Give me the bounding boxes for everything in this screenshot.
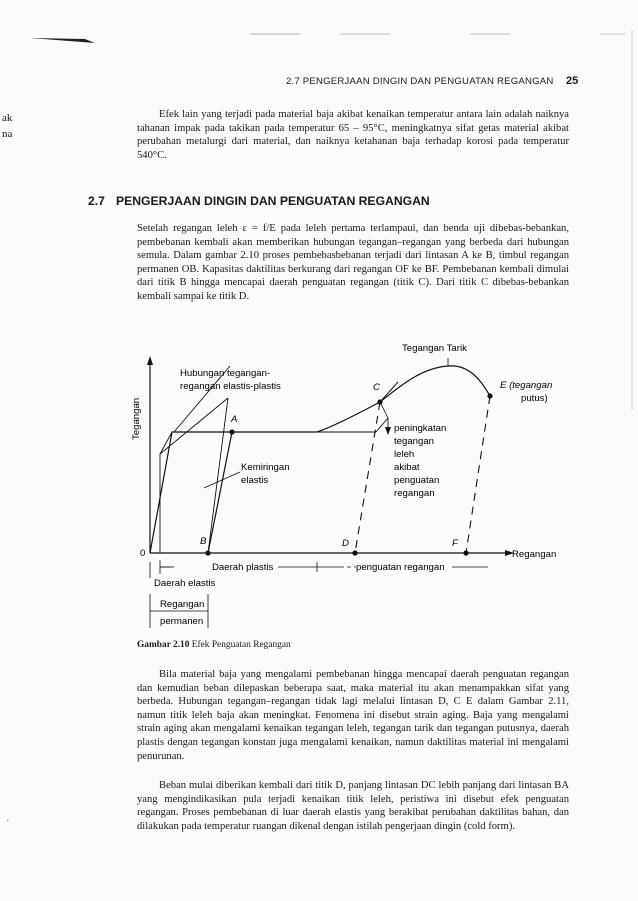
y-axis-label: Tegangan (131, 397, 142, 440)
label-peningkatan: penguatan (394, 475, 440, 486)
stress-strain-curve (150, 432, 317, 553)
label-daerah-plastis: Daerah plastis (212, 562, 274, 573)
label-peningkatan: leleh (394, 449, 415, 460)
arrow-peningkatan (385, 427, 391, 435)
section-number: 2.7 (88, 194, 105, 208)
margin-note: ʿ (6, 818, 10, 830)
point-B-marker (205, 550, 210, 555)
margin-note: na (2, 128, 13, 140)
point-E-marker (487, 393, 492, 398)
figure-caption (137, 640, 291, 650)
point-F-marker (463, 550, 468, 555)
label-point-F: F (452, 538, 458, 549)
running-header: 2.7 PENGERJAAN DINGIN DAN PENGUATAN REGANGAN (286, 76, 554, 87)
label-kemiringan-2: elastis (241, 475, 269, 486)
label-regangan-permanen-1: Regangan (160, 599, 205, 610)
label-point-B: B (200, 536, 207, 547)
label-regangan-permanen-2: permanen (160, 616, 204, 627)
caption-label: Gambar 2.10 (137, 640, 190, 650)
label-point-D: D (342, 538, 349, 549)
label-peningkatan: peningkatan (394, 423, 447, 434)
section-title: PENGERJAAN DINGIN DAN PENGUATAN REGANGAN (116, 194, 430, 208)
label-origin: 0 (140, 548, 146, 559)
x-axis-label: Regangan (512, 549, 557, 560)
label-point-A: A (231, 414, 238, 425)
page-number: 25 (566, 75, 579, 87)
figure-strain-hardening (130, 338, 590, 638)
label-E-2: putus) (521, 393, 548, 404)
unloading-line-AB (208, 432, 232, 553)
y-axis-arrow (147, 356, 153, 365)
point-C-marker (377, 399, 382, 404)
label-hubungan-1: Hubungan tegangan- (180, 368, 271, 379)
label-hubungan-2: regangan elastis-plastis (180, 381, 281, 392)
section-paragraph: Setelah regangan leleh ε = f/E pada leleh pertama terlampaui, dan benda uji dibebas-bebankan, pembebanan kembali akan memberikan hubungan tegangan–regangan yang berbeda dari hubungan semula. Dalam gambar 2.10 proses pembebasbebanan terjadi dari lintasan A ke B, timbul regangan permanen OB. Kapasitas daktilitas berkurang dari regangan OF ke BF. Pembebanan kembali dimulai dari titik B hingga mencapai daerah penguatan regangan (titik C). Dari titik C dibebas-bebankan kembali sampai ke titik D. (137, 223, 569, 302)
label-peningkatan: regangan (394, 488, 435, 499)
curve-tangent (380, 382, 398, 402)
unloading-line-CD (355, 402, 380, 553)
slope-line (208, 398, 228, 553)
label-penguatan-regangan: penguatan regangan (356, 562, 445, 573)
leader-kemiringan (204, 472, 240, 488)
margin-note: ak (2, 112, 13, 124)
slope-line-2 (160, 398, 228, 454)
caption-text: Efek Penguatan Regangan (191, 640, 291, 650)
paragraph-3: Beban mulai diberikan kembali dari titik D, panjang lintasan DC lebih panjang dari lintasan BA yang mengindikasikan pula terjadi kenaikan titik leleh, peristiwa ini disebut efek penguatan regangan. Proses pembebanan di luar daerah elastis yang berakibat perubahan daktilitas bahan, dan dilakukan pada temperatur ruangan dikenal dengan istilah pengerjaan dingin (cold form). (137, 780, 569, 832)
paragraph-2: Bila material baja yang mengalami pembebanan hingga mencapai daerah penguatan regangan dan kemudian beban dilepaskan beberapa saat, maka material itu akan menampakkan sifat yang berbeda. Hubungan tegangan–regangan tidak lagi melalui lintasan D, C E dalam Gambar 2.11, namun titik leleh baja akan meningkat. Fenomena ini disebut strain aging. Baja yang mengalami strain aging akan mengalami kenaikan tegangan leleh, tegangan tarik dan tegangan putusnya, daerah plastis dengan tegangan konstan juga mengalami kenaikan, namun daktilitas material ini mengalami penurunan. (137, 669, 569, 762)
point-D-marker (352, 550, 357, 555)
label-point-C: C (373, 382, 380, 393)
label-peningkatan: tegangan (394, 436, 435, 447)
intro-paragraph: Efek lain yang terjadi pada material baja akibat kenaikan temperatur antara lain adalah naiknya tahanan impak pada takikan pada temperatur 65 – 95°C, meningkatnya sifat getas material akibat perubahan metalurgi dari material, dan naiknya ketahanan baja terhadap korosi pada temperatur 540°C. (137, 109, 569, 161)
label-daerah-elastis: Daerah elastis (154, 578, 216, 589)
scan-edge-line (630, 30, 634, 410)
label-tegangan-tarik: Tegangan Tarik (402, 343, 467, 354)
leader-C (380, 402, 388, 418)
unloading-line-EF (466, 396, 490, 553)
top-rule-decoration (0, 0, 638, 50)
label-E-1: E (tegangan (500, 380, 553, 391)
label-kemiringan-1: Kemiringan (241, 462, 290, 473)
point-A-marker (229, 429, 234, 434)
label-peningkatan: akibat (394, 462, 420, 473)
